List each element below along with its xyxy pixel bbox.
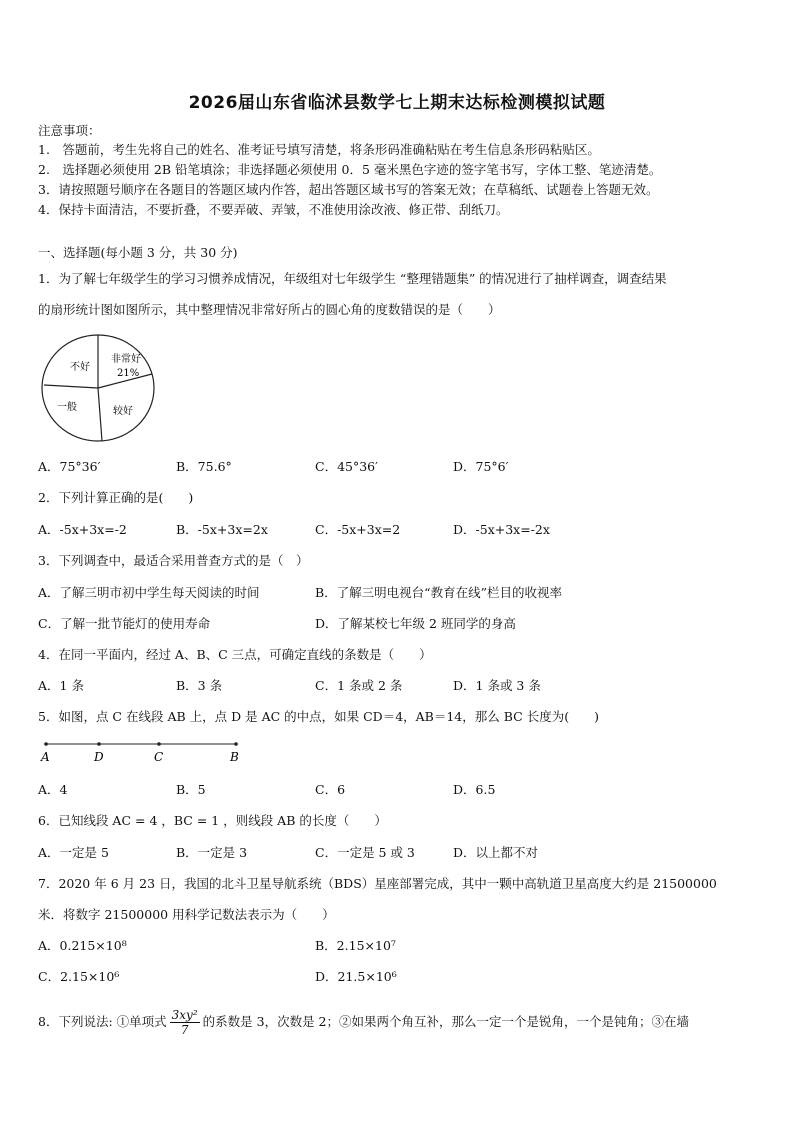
q3-option-d[interactable]: D．了解某校七年级 2 班同学的身高 bbox=[315, 616, 516, 631]
monomial-fraction bbox=[170, 1008, 200, 1037]
q1-option-c[interactable]: C．45°36′ bbox=[315, 459, 378, 474]
q6-option-b[interactable]: B．一定是 3 bbox=[176, 845, 248, 860]
q1-stem-line2: 的扇形统计图如图所示，其中整理情况非常好所占的圆心角的度数错误的是（ ） bbox=[38, 302, 501, 317]
q1-option-b[interactable]: B．75.6° bbox=[176, 459, 232, 474]
q3-stem: 3．下列调查中，最适合采用普查方式的是（ ） bbox=[38, 553, 309, 568]
q5-option-d[interactable]: D．6.5 bbox=[453, 782, 496, 797]
q1-option-d[interactable]: D．75°6′ bbox=[453, 459, 509, 474]
q7-option-a[interactable]: A．0.215×10⁸ bbox=[38, 938, 127, 953]
q7-stem-line1: 7．2020 年 6 月 23 日，我国的北斗卫星导航系统（BDS）星座部署完成，其中一颗中高轨道卫星高度大约是 21500000 bbox=[38, 876, 717, 891]
q5-option-b[interactable]: B．5 bbox=[176, 782, 206, 797]
page-title: 2026届山东省临沭县数学七上期末达标检测模拟试题 bbox=[188, 93, 606, 113]
q6-option-a[interactable]: A．一定是 5 bbox=[38, 845, 109, 860]
notice-heading: 注意事项： bbox=[38, 123, 101, 138]
section-heading: 一、选择题(每小题 3 分，共 30 分) bbox=[38, 245, 238, 260]
q8-stem bbox=[38, 1008, 689, 1037]
q4-option-a[interactable]: A．1 条 bbox=[38, 678, 84, 693]
q3-option-c[interactable]: C．了解一批节能灯的使用寿命 bbox=[38, 616, 211, 631]
pie-label-percent: 21% bbox=[117, 368, 140, 379]
q7-stem-line2: 米．将数字 21500000 用科学记数法表示为（ ） bbox=[38, 907, 335, 922]
q1-pie-figure bbox=[40, 332, 164, 444]
q4-option-c[interactable]: C．1 条或 2 条 bbox=[315, 678, 403, 693]
q7-option-c[interactable]: C．2.15×10⁶ bbox=[38, 969, 120, 984]
q6-stem: 6．已知线段 AC = 4 ，BC = 1 ，则线段 AB 的长度（ ） bbox=[38, 813, 387, 828]
notice-item-3: 3．请按照题号顺序在各题目的答题区域内作答，超出答题区域书写的答案无效；在草稿纸、试题卷上答题无效。 bbox=[38, 182, 659, 197]
point-d-label: D bbox=[94, 750, 104, 764]
q7-option-d[interactable]: D．21.5×10⁶ bbox=[315, 969, 397, 984]
notice-item-4: 4．保持卡面清洁，不要折叠，不要弄破、弄皱，不准使用涂改液、修正带、刮纸刀。 bbox=[38, 202, 509, 217]
q2-option-c[interactable]: C．-5x+3x=2 bbox=[315, 522, 401, 537]
q3-option-a[interactable]: A．了解三明市初中学生每天阅读的时间 bbox=[38, 585, 260, 600]
q4-stem: 4．在同一平面内，经过 A、B、C 三点，可确定直线的条数是（ ） bbox=[38, 647, 432, 662]
q5-stem: 5．如图，点 C 在线段 AB 上，点 D 是 AC 的中点，如果 CD＝4，AB＝14，那么 BC 长度为( ) bbox=[38, 709, 599, 724]
q6-option-d[interactable]: D．以上都不对 bbox=[453, 845, 539, 860]
q5-option-c[interactable]: C．6 bbox=[315, 782, 346, 797]
q4-option-b[interactable]: B．3 条 bbox=[176, 678, 223, 693]
q5-option-a[interactable]: A．4 bbox=[38, 782, 68, 797]
point-b-label: B bbox=[230, 750, 239, 764]
q3-option-b[interactable]: B．了解三明电视台“教育在线”栏目的收视率 bbox=[315, 585, 562, 600]
q2-option-b[interactable]: B．-5x+3x=2x bbox=[176, 522, 268, 537]
q6-option-c[interactable]: C．一定是 5 或 3 bbox=[315, 845, 415, 860]
q1-option-a[interactable]: A．75°36′ bbox=[38, 459, 101, 474]
q5-segment-figure bbox=[38, 737, 244, 767]
point-a-label: A bbox=[41, 750, 50, 764]
notice-item-1: 1. 答题前，考生先将自己的姓名、准考证号填写清楚，将条形码准确粘贴在考生信息条形码粘贴区。 bbox=[38, 142, 600, 157]
notice-item-2: 2. 选择题必须使用 2B 铅笔填涂；非选择题必须使用 0．5 毫米黑色字迹的签字笔书写，字体工整、笔迹清楚。 bbox=[38, 162, 662, 177]
point-c-label: C bbox=[154, 750, 164, 764]
pie-label-normal: 一般 bbox=[57, 402, 77, 413]
q7-option-b[interactable]: B．2.15×10⁷ bbox=[315, 938, 396, 953]
q1-stem-line1: 1．为了解七年级学生的学习习惯养成情况，年级组对七年级学生 “整理错题集” 的情况进行了抽样调查，调查结果 bbox=[38, 271, 667, 286]
pie-label-good: 较好 bbox=[113, 406, 133, 417]
q2-stem: 2．下列计算正确的是( ) bbox=[38, 490, 194, 505]
pie-label-very-good: 非常好 bbox=[111, 354, 141, 365]
fraction-denominator: 7 bbox=[180, 1023, 189, 1037]
pie-label-bad: 不好 bbox=[70, 362, 90, 373]
q4-option-d[interactable]: D．1 条或 3 条 bbox=[453, 678, 541, 693]
fraction-numerator: 3xy² bbox=[171, 1008, 198, 1022]
q2-option-d[interactable]: D．-5x+3x=-2x bbox=[453, 522, 550, 537]
q8-stem-suffix: 的系数是 3，次数是 2；②如果两个角互补，那么一定一个是锐角，一个是钝角；③在墙 bbox=[202, 1014, 689, 1029]
q8-stem-prefix: 8．下列说法: ①单项式 bbox=[38, 1014, 167, 1029]
q2-option-a[interactable]: A．-5x+3x=-2 bbox=[38, 522, 127, 537]
